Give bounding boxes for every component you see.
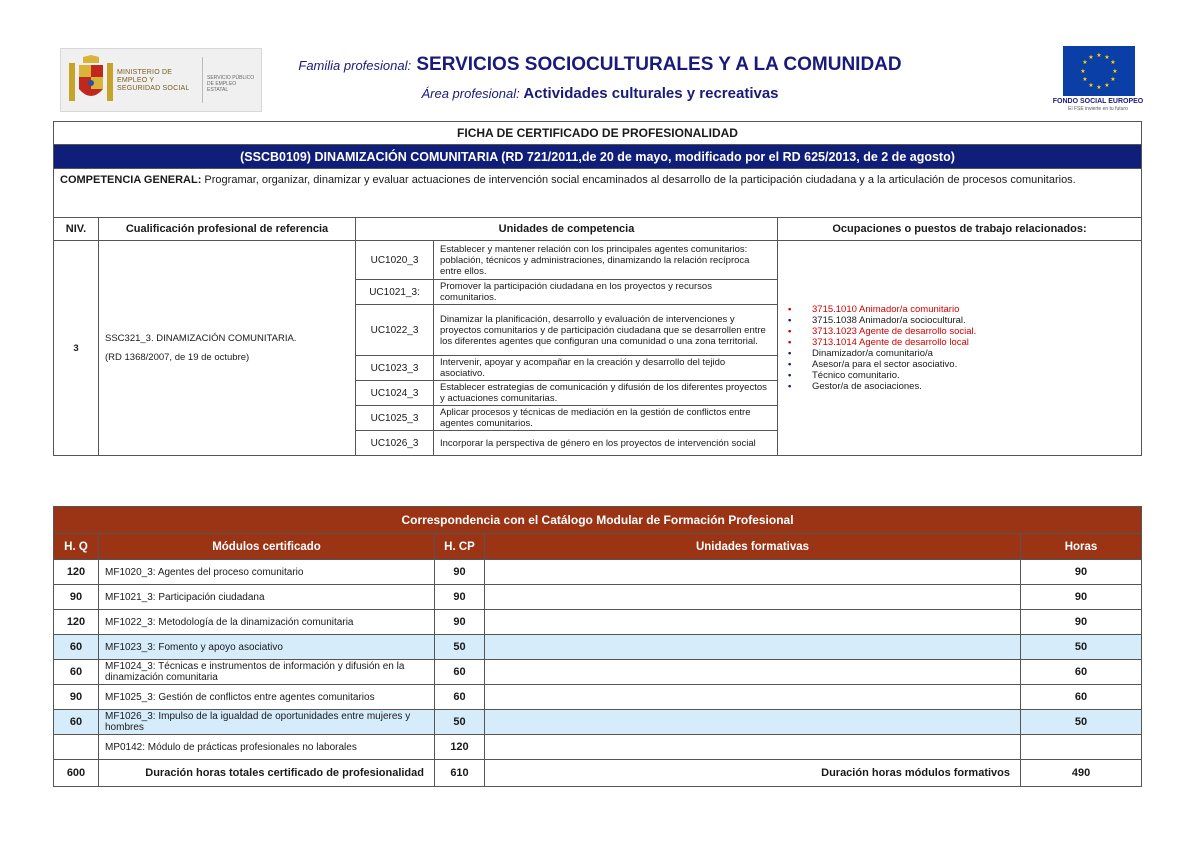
module-uf — [485, 560, 1021, 585]
area-label: Área profesional: — [421, 86, 520, 101]
occupation-item: • Asesor/a para el sector asociativo. — [788, 359, 1135, 370]
occupation-item: • 3713.1023 Agente de desarrollo social. — [788, 326, 1135, 337]
cualificacion-rd: (RD 1368/2007, de 19 de octubre) — [105, 352, 250, 363]
svg-text:★: ★ — [1096, 84, 1102, 91]
module-row — [54, 635, 1142, 660]
module-hq: 60 — [54, 635, 99, 660]
module-horas: 90 — [1021, 585, 1142, 610]
module-row — [54, 585, 1142, 610]
total-hq: 600 — [54, 760, 99, 787]
occupation-item: • 3713.1014 Agente de desarrollo local — [788, 337, 1135, 348]
eu-caption: FONDO SOCIAL EUROPEO — [1052, 98, 1144, 105]
svg-text:★: ★ — [1082, 76, 1088, 83]
svg-text:★: ★ — [1104, 54, 1110, 61]
competencia-general — [54, 169, 1142, 218]
module-hcp: 60 — [435, 660, 485, 685]
area-value: Actividades culturales y recreativas — [523, 85, 779, 102]
svg-text:★: ★ — [1110, 76, 1116, 83]
module-hcp: 90 — [435, 610, 485, 635]
unit-code: UC1026_3 — [356, 431, 434, 456]
module-uf — [485, 585, 1021, 610]
module-name: MF1024_3: Técnicas e instrumentos de información y difusión en la dinamización comunitaria — [99, 660, 435, 685]
module-horas: 60 — [1021, 660, 1142, 685]
module-hcp: 90 — [435, 585, 485, 610]
module-hq: 90 — [54, 585, 99, 610]
module-hcp: 90 — [435, 560, 485, 585]
module-name: MF1023_3: Fomento y apoyo asociativo — [99, 635, 435, 660]
unit-text: Promover la participación ciudadana en los proyectos y recursos comunitarios. — [434, 280, 778, 305]
certificate-title: (SSCB0109) DINAMIZACIÓN COMUNITARIA (RD 721/2011,de 20 de mayo, modificado por el RD 625/2013, de 2 de agosto) — [54, 145, 1142, 169]
svg-text:★: ★ — [1104, 82, 1110, 89]
module-uf — [485, 685, 1021, 710]
col-niv: NIV. — [54, 218, 99, 241]
module-horas: 50 — [1021, 635, 1142, 660]
module-name: MF1026_3: Impulso de la igualdad de oportunidades entre mujeres y hombres — [99, 710, 435, 735]
unit-code: UC1025_3 — [356, 406, 434, 431]
unit-code: UC1021_3: — [356, 280, 434, 305]
occupation-item: • Técnico comunitario. — [788, 370, 1135, 381]
module-hq: 60 — [54, 660, 99, 685]
svg-text:★: ★ — [1096, 52, 1102, 59]
svg-text:★: ★ — [1088, 82, 1094, 89]
col-ocupaciones: Ocupaciones o puestos de trabajo relacionados: — [778, 218, 1142, 241]
competencia-label: COMPETENCIA GENERAL: — [60, 174, 202, 186]
familia-profesional — [0, 54, 1200, 76]
col-hcp: H. CP — [435, 534, 485, 560]
ficha-header-row — [54, 218, 1142, 241]
module-uf — [485, 735, 1021, 760]
occupations-list — [788, 304, 1135, 392]
module-uf — [485, 610, 1021, 635]
svg-text:★: ★ — [1088, 54, 1094, 61]
col-horas: Horas — [1021, 534, 1142, 560]
svg-text:★: ★ — [1112, 68, 1118, 75]
modular-header-row — [54, 534, 1142, 560]
module-horas: 50 — [1021, 710, 1142, 735]
unit-code: UC1023_3 — [356, 356, 434, 381]
occupation-item: • Dinamizador/a comunitario/a — [788, 348, 1135, 359]
module-hcp: 50 — [435, 635, 485, 660]
module-uf — [485, 635, 1021, 660]
module-uf — [485, 710, 1021, 735]
occupations-cell — [778, 241, 1142, 456]
ficha-table — [53, 121, 1142, 456]
unit-text: Dinamizar la planificación, desarrollo y evaluación de intervenciones y proyectos comunitarios y de participación ciudadana que se desarrollen entre los diferentes agentes que configuran una comunidad o una zona territorial. — [434, 305, 778, 356]
module-name: MF1021_3: Participación ciudadana — [99, 585, 435, 610]
total-uf-label: Duración horas módulos formativos — [485, 760, 1021, 787]
module-row — [54, 560, 1142, 585]
total-horas: 490 — [1021, 760, 1142, 787]
module-hcp: 120 — [435, 735, 485, 760]
unit-text: Establecer estrategias de comunicación y difusión de los diferentes proyectos y actuaciones comunitarias. — [434, 381, 778, 406]
svg-text:★: ★ — [1082, 59, 1088, 66]
module-uf — [485, 660, 1021, 685]
modular-title: Correspondencia con el Catálogo Modular de Formación Profesional — [54, 507, 1142, 534]
module-row — [54, 710, 1142, 735]
unit-text: Aplicar procesos y técnicas de mediación en la gestión de conflictos entre agentes comunitarios. — [434, 406, 778, 431]
sepe-name: SERVICIO PÚBLICO DE EMPLEO ESTATAL — [207, 75, 255, 93]
cualificacion-cell — [99, 241, 356, 456]
unit-text: Establecer y mantener relación con los principales agentes comunitarios: población, técnicos y administraciones, dinamizando la relación recíproca entre ellos. — [434, 241, 778, 280]
col-unidades-formativas: Unidades formativas — [485, 534, 1021, 560]
module-name: MP0142: Módulo de prácticas profesionales no laborales — [99, 735, 435, 760]
module-horas — [1021, 735, 1142, 760]
unit-code: UC1022_3 — [356, 305, 434, 356]
familia-label: Familia profesional: — [298, 58, 412, 73]
col-modulos: Módulos certificado — [99, 534, 435, 560]
eu-flag-icon — [1063, 46, 1135, 96]
module-row — [54, 610, 1142, 635]
totals-row — [54, 760, 1142, 787]
col-unidades: Unidades de competencia — [356, 218, 778, 241]
svg-text:★: ★ — [1110, 59, 1116, 66]
col-cualificacion: Cualificación profesional de referencia — [99, 218, 356, 241]
competencia-text: Programar, organizar, dinamizar y evaluar actuaciones de intervención social encaminados al desarrollo de la participación ciudadana y a la articulación de procesos comunitarios. — [201, 174, 1076, 186]
module-name: MF1022_3: Metodología de la dinamización comunitaria — [99, 610, 435, 635]
module-hcp: 60 — [435, 685, 485, 710]
module-horas: 90 — [1021, 610, 1142, 635]
module-hcp: 50 — [435, 710, 485, 735]
module-name: MF1020_3: Agentes del proceso comunitario — [99, 560, 435, 585]
unit-text: Incorporar la perspectiva de género en los proyectos de intervención social — [434, 431, 778, 456]
module-hq: 120 — [54, 560, 99, 585]
module-hq: 60 — [54, 710, 99, 735]
module-hq — [54, 735, 99, 760]
cualificacion-name: SSC321_3. DINAMIZACIÓN COMUNITARIA. — [105, 333, 297, 344]
module-horas: 60 — [1021, 685, 1142, 710]
ministry-name: MINISTERIO DE EMPLEO Y SEGURIDAD SOCIAL — [117, 69, 190, 92]
nivel-value: 3 — [54, 241, 99, 456]
module-name: MF1025_3: Gestión de conflictos entre agentes comunitarios — [99, 685, 435, 710]
total-hcp: 610 — [435, 760, 485, 787]
unit-text: Intervenir, apoyar y acompañar en la creación y desarrollo del tejido asociativo. — [434, 356, 778, 381]
unit-code: UC1024_3 — [356, 381, 434, 406]
col-hq: H. Q — [54, 534, 99, 560]
occupation-item: • 3715.1010 Animador/a comunitario — [788, 304, 1135, 315]
ficha-title: FICHA DE CERTIFICADO DE PROFESIONALIDAD — [54, 122, 1142, 145]
modular-table — [53, 506, 1142, 787]
module-hq: 90 — [54, 685, 99, 710]
eu-subcaption: El FSE invierte en tu futuro — [1068, 106, 1128, 112]
unit-code: UC1020_3 — [356, 241, 434, 280]
area-profesional — [0, 85, 1200, 102]
module-horas: 90 — [1021, 560, 1142, 585]
occupation-item: • 3715.1038 Animador/a sociocultural. — [788, 315, 1135, 326]
module-row — [54, 660, 1142, 685]
module-row — [54, 685, 1142, 710]
module-hq: 120 — [54, 610, 99, 635]
unit-row — [54, 241, 1142, 280]
occupation-item: • Gestor/a de asociaciones. — [788, 381, 1135, 392]
total-label: Duración horas totales certificado de profesionalidad — [99, 760, 435, 787]
familia-value: SERVICIOS SOCIOCULTURALES Y A LA COMUNIDAD — [416, 54, 902, 75]
svg-text:★: ★ — [1080, 68, 1086, 75]
module-row — [54, 735, 1142, 760]
